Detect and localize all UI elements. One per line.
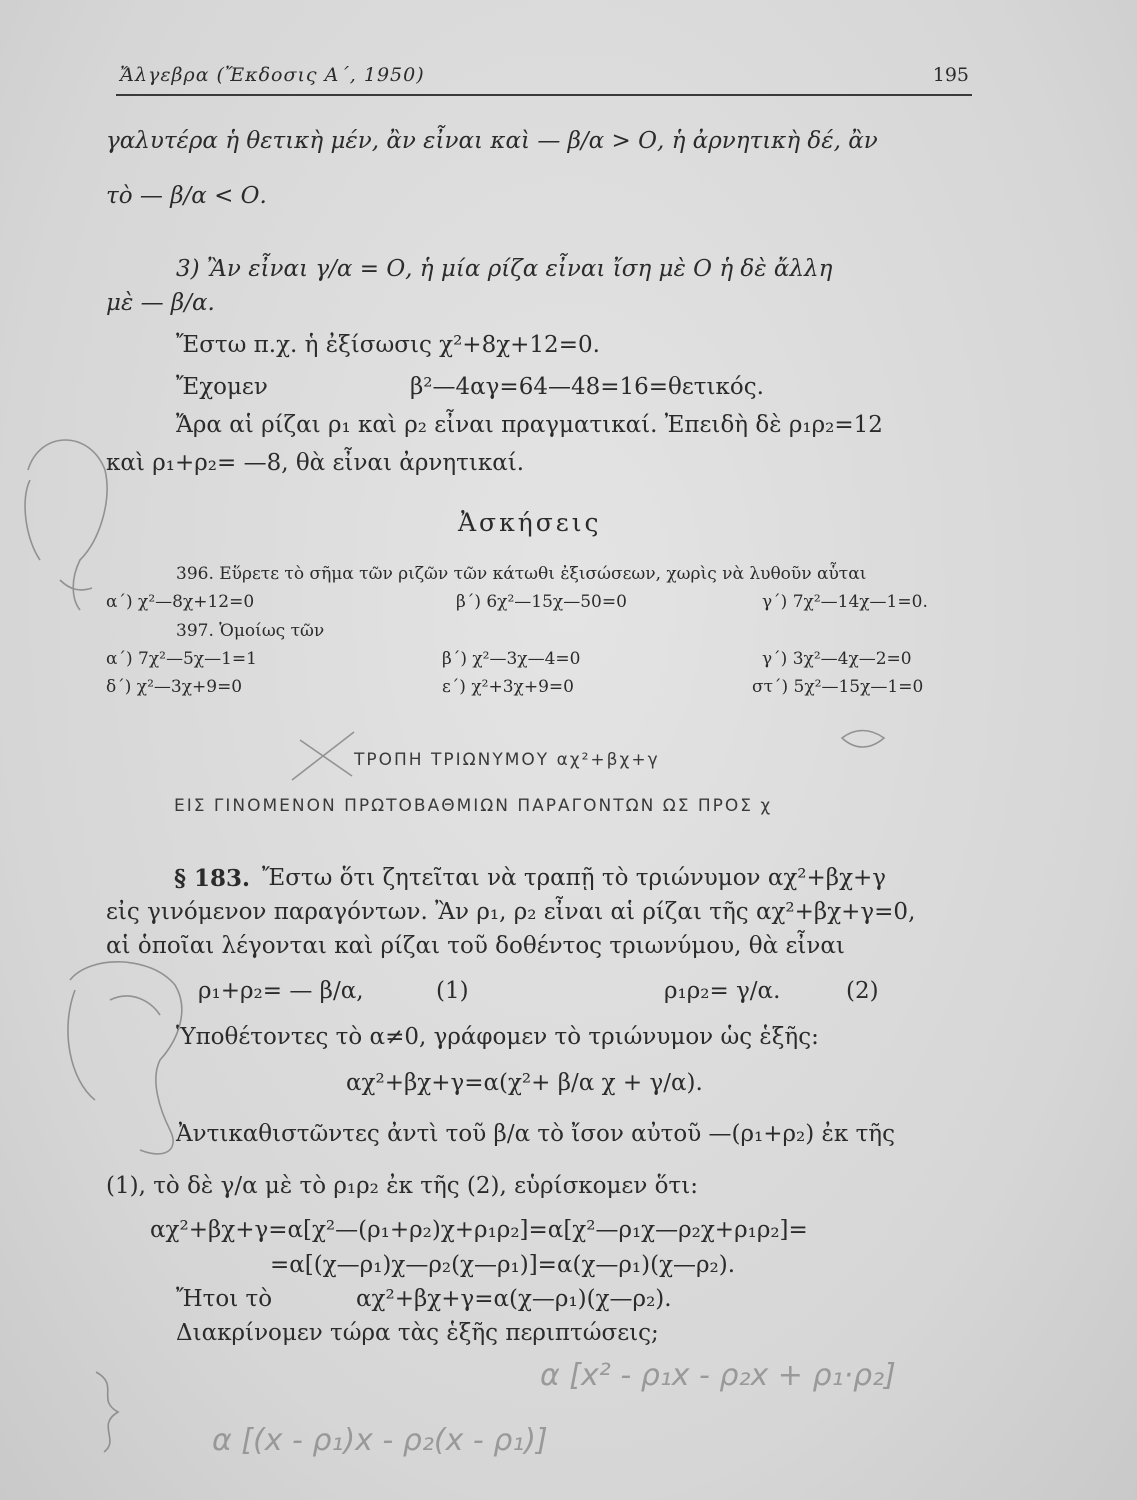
equation-2-number: (2) — [846, 978, 879, 1004]
exercise-397-d: δ΄) χ²—3χ+9=0 — [106, 677, 243, 697]
equation-3: αχ²+βχ+γ=α(χ²+ β/α χ + γ/α). — [346, 1070, 703, 1096]
section-line-1: Ἔστω ὅτι ζητεῖται νὰ τραπῇ τὸ τριώνυμον αχ²+βχ+γ — [262, 865, 887, 891]
exercise-397-a: α΄) 7χ²—5χ—1=1 — [106, 649, 257, 669]
equation-1: ρ₁+ρ₂= — β/α, — [198, 978, 364, 1004]
exercise-396-c: γ΄) 7χ²—14χ—1=0. — [762, 592, 928, 612]
body-line-5: Ἔστω π.χ. ἡ ἐξίσωσις χ²+8χ+12=0. — [176, 332, 600, 358]
body-line-7: Ἄρα αἱ ρίζαι ρ₁ καὶ ρ₂ εἶναι πραγματικαί. Ἐπειδὴ δὲ ρ₁ρ₂=12 — [176, 412, 883, 438]
section-line-2: εἰς γινόμενον παραγόντων. Ἂν ρ₁, ρ₂ εἶναι αἱ ρίζαι τῆς αχ²+βχ+γ=0, — [106, 899, 916, 925]
exercise-397-b: β΄) χ²—3χ—4=0 — [442, 649, 581, 669]
section-line-5: Ἀντικαθιστῶντες ἀντὶ τοῦ β/α τὸ ἴσον αὐτοῦ —(ρ₁+ρ₂) ἐκ τῆς — [176, 1121, 895, 1147]
handwritten-note-1: α [x² - ρ₁x - ρ₂x + ρ₁·ρ₂] — [540, 1358, 896, 1393]
section-heading-line-1: ΤΡΟΠΗ ΤΡΙΩΝΥΜΟΥ αχ²+βχ+γ — [354, 750, 660, 770]
equation-4: αχ²+βχ+γ=α[χ²—(ρ₁+ρ₂)χ+ρ₁ρ₂]=α[χ²—ρ₁χ—ρ₂χ+ρ₁ρ₂]= — [150, 1217, 808, 1243]
exercise-396-b: β΄) 6χ²—15χ—50=0 — [456, 592, 627, 612]
body-line-4: μὲ — β/α. — [106, 290, 215, 316]
handwritten-note-2: α [(x - ρ₁)x - ρ₂(x - ρ₁)] — [212, 1423, 548, 1458]
body-line-1: γαλυτέρα ἡ θετικὴ μέν, ἂν εἶναι καὶ — β/α > Ο, ἡ ἀρνητικὴ δέ, ἂν — [106, 128, 878, 154]
equation-1-number: (1) — [436, 978, 469, 1004]
exercise-397-e: ε΄) χ²+3χ+9=0 — [442, 677, 574, 697]
equation-5: =α[(χ—ρ₁)χ—ρ₂(χ—ρ₁)]=α(χ—ρ₁)(χ—ρ₂). — [270, 1252, 736, 1278]
body-line-3: 3) Ἂν εἶναι γ/α = Ο, ἡ μία ρίζα εἶναι ἴση μὲ Ο ἡ δὲ ἄλλη — [176, 256, 833, 282]
exercises-title: Ἀσκήσεις — [458, 508, 602, 537]
exercise-397-f: στ΄) 5χ²—15χ—1=0 — [752, 677, 924, 697]
section-line-7-label: Ἤτοι τὸ — [176, 1286, 273, 1312]
page-number: 195 — [932, 64, 969, 86]
section-line-7-expr: αχ²+βχ+γ=α(χ—ρ₁)(χ—ρ₂). — [356, 1286, 672, 1312]
exercise-397-c: γ΄) 3χ²—4χ—2=0 — [762, 649, 912, 669]
running-title: Ἄλγεβρα (Ἔκδοσις Α΄, 1950) — [120, 64, 425, 86]
body-line-8: καὶ ρ₁+ρ₂= —8, θὰ εἶναι ἀρνητικαί. — [106, 450, 525, 476]
body-line-2: τὸ — β/α < Ο. — [106, 183, 267, 209]
header-rule — [116, 94, 972, 96]
exercise-397: 397. Ὁμοίως τῶν — [176, 621, 325, 641]
section-line-4: Ὑποθέτοντες τὸ α≠0, γράφομεν τὸ τριώνυμον ὡς ἑξῆς: — [176, 1024, 819, 1050]
section-line-8: Διακρίνομεν τώρα τὰς ἑξῆς περιπτώσεις; — [176, 1320, 659, 1346]
body-line-6-expr: β²—4αγ=64—48=16=θετικός. — [410, 374, 764, 400]
paragraph-number: § 183. — [174, 865, 251, 892]
section-line-3: αἱ ὁποῖαι λέγονται καὶ ρίζαι τοῦ δοθέντος τριωνύμου, θὰ εἶναι — [106, 933, 845, 959]
section-line-6: (1), τὸ δὲ γ/α μὲ τὸ ρ₁ρ₂ ἐκ τῆς (2), εὑρίσκομεν ὅτι: — [106, 1173, 698, 1199]
section-heading-line-2: ΕΙΣ ΓΙΝΟΜΕΝΟΝ ΠΡΩΤΟΒΑΘΜΙΩΝ ΠΑΡΑΓΟΝΤΩΝ ΩΣ ΠΡΟΣ χ — [174, 796, 773, 816]
body-line-6-label: Ἔχομεν — [176, 374, 268, 400]
exercise-396: 396. Εὕρετε τὸ σῆμα τῶν ριζῶν τῶν κάτωθι ἐξισώσεων, χωρὶς νὰ λυθοῦν αὗται — [176, 564, 867, 584]
equation-2: ρ₁ρ₂= γ/α. — [664, 978, 781, 1004]
exercise-396-a: α΄) χ²—8χ+12=0 — [106, 592, 255, 612]
